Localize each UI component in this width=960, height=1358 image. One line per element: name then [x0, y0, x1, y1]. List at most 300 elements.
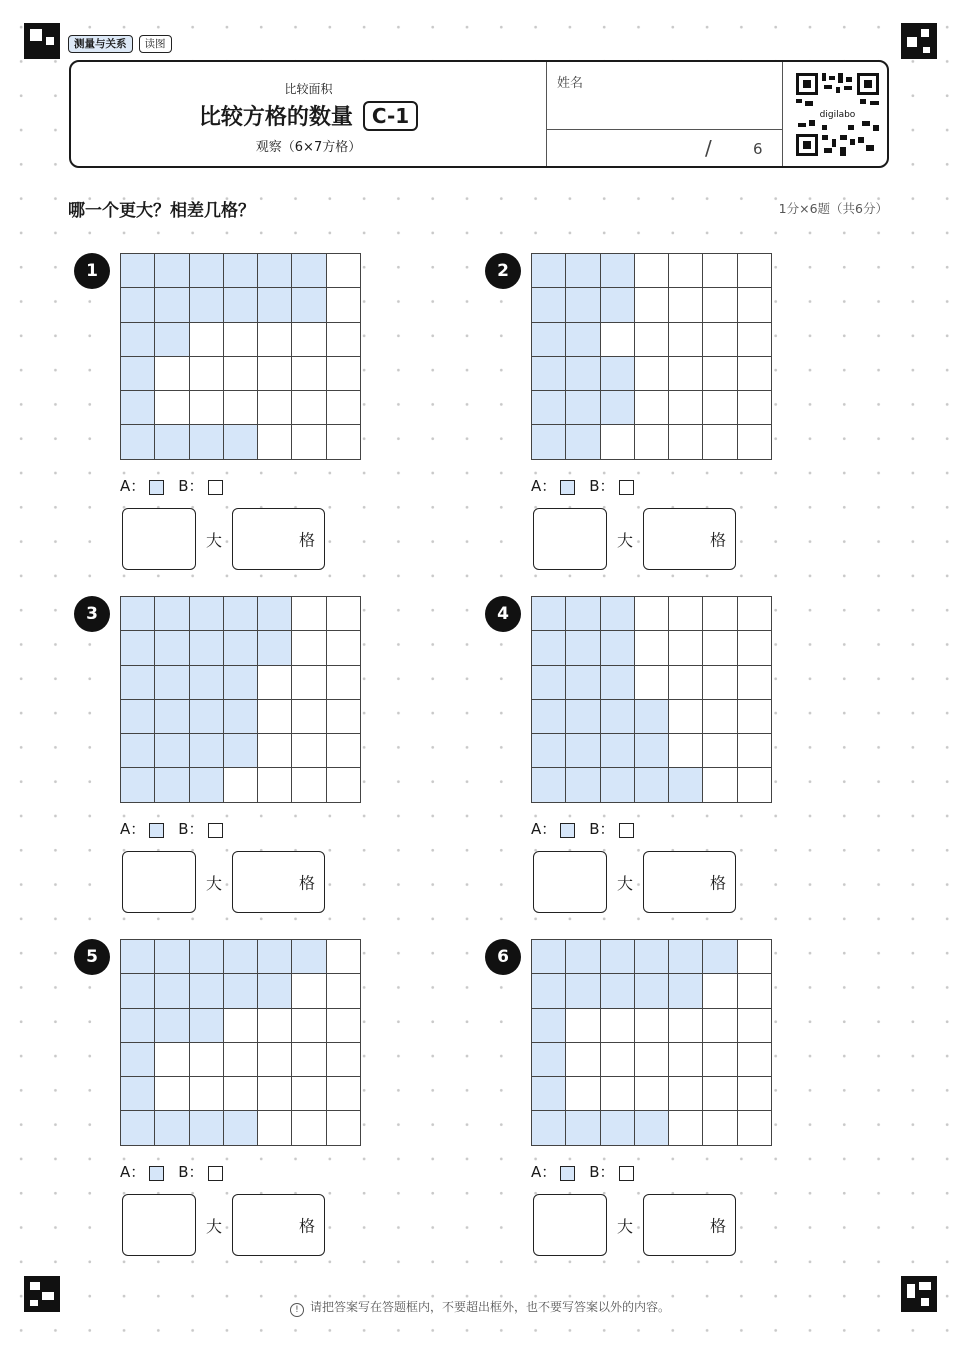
legend-b-label: B：: [178, 1163, 204, 1181]
corner-marker-top-right: [901, 23, 937, 59]
grid-cell-shaded: [532, 357, 566, 391]
grid-cell-shaded: [224, 734, 258, 768]
grid-cell-shaded: [601, 734, 635, 768]
grid-cell-shaded: [155, 288, 189, 322]
answer-box-difference[interactable]: [643, 851, 736, 913]
grid-cell: [738, 768, 772, 802]
legend-a-label: A：: [531, 1163, 557, 1181]
legend-b-swatch: [208, 1166, 223, 1181]
grid-cell: [635, 323, 669, 357]
legend: [531, 475, 648, 496]
grid-cell-shaded: [703, 940, 737, 974]
legend: [531, 1161, 648, 1182]
grid-cell: [635, 1009, 669, 1043]
legend-b-label: B：: [589, 820, 615, 838]
grid-cell: [327, 323, 361, 357]
grid-cell-shaded: [155, 1009, 189, 1043]
grid-cell-shaded: [190, 631, 224, 665]
legend-a-label: A：: [531, 820, 557, 838]
grid-cell-shaded: [635, 1111, 669, 1145]
grid-cell-shaded: [190, 940, 224, 974]
grid-cell-shaded: [224, 288, 258, 322]
bigger-label: 大: [205, 530, 222, 550]
grid-cell: [155, 391, 189, 425]
grid-cell-shaded: [669, 940, 703, 974]
legend-b-label: B：: [178, 820, 204, 838]
grid-cell: [703, 631, 737, 665]
grid-cell: [258, 768, 292, 802]
legend-b-swatch: [208, 823, 223, 838]
grid-cell-shaded: [224, 974, 258, 1008]
grid-cell-shaded: [669, 768, 703, 802]
grid-cell-shaded: [601, 597, 635, 631]
grid-cell: [190, 1077, 224, 1111]
grid-cell: [703, 768, 737, 802]
grid-cell: [258, 1077, 292, 1111]
grid-cell: [327, 357, 361, 391]
bigger-label: 大: [205, 1216, 222, 1236]
grid-cell: [190, 1043, 224, 1077]
grid-cell: [738, 1077, 772, 1111]
grid-cell-shaded: [258, 940, 292, 974]
grid-cell: [258, 734, 292, 768]
grid-cell: [635, 357, 669, 391]
grid-cell: [635, 391, 669, 425]
grid-cell: [327, 631, 361, 665]
grid-cell: [327, 734, 361, 768]
grid-cell-shaded: [224, 254, 258, 288]
grid-cell: [155, 1043, 189, 1077]
grid-cell-shaded: [155, 323, 189, 357]
legend-b-label: B：: [178, 477, 204, 495]
answer-box-bigger[interactable]: [533, 851, 607, 913]
grid-cell-shaded: [601, 1111, 635, 1145]
tag-category: 测量与关系: [68, 35, 133, 53]
grid-cell: [738, 323, 772, 357]
grid-cell-shaded: [292, 254, 326, 288]
grid-cell-shaded: [532, 631, 566, 665]
grid-cell-shaded: [224, 700, 258, 734]
grid-cell: [292, 1009, 326, 1043]
grid-cell-shaded: [601, 288, 635, 322]
grid-cell-shaded: [635, 734, 669, 768]
grid-cell: [703, 666, 737, 700]
grid-cell-shaded: [532, 1009, 566, 1043]
unit-label: 格: [709, 873, 726, 893]
grid-cell-shaded: [155, 425, 189, 459]
grid-cell: [669, 1043, 703, 1077]
grid-cell: [703, 391, 737, 425]
unit-label: 格: [709, 530, 726, 550]
grid-cell: [566, 1077, 600, 1111]
grid-cell: [292, 768, 326, 802]
grid-cell-shaded: [155, 1111, 189, 1145]
grid-cell-shaded: [532, 700, 566, 734]
square-grid: [120, 253, 361, 460]
grid-cell: [258, 357, 292, 391]
grid-cell-shaded: [190, 1111, 224, 1145]
answer-box-difference[interactable]: [643, 1194, 736, 1256]
grid-cell-shaded: [121, 1009, 155, 1043]
grid-cell-shaded: [155, 597, 189, 631]
unit-label: 格: [298, 873, 315, 893]
grid-cell: [703, 425, 737, 459]
legend-a-swatch: [149, 1166, 164, 1181]
grid-cell: [292, 1111, 326, 1145]
problem-6: [485, 939, 795, 1269]
grid-cell-shaded: [532, 768, 566, 802]
qr-block: [782, 62, 887, 166]
square-grid: [531, 253, 772, 460]
grid-cell: [190, 391, 224, 425]
grid-cell-shaded: [121, 1043, 155, 1077]
grid-cell: [224, 768, 258, 802]
grid-cell: [635, 1077, 669, 1111]
grid-cell: [669, 597, 703, 631]
answer-box-bigger[interactable]: [122, 1194, 196, 1256]
title-block: [71, 62, 546, 166]
problem-number: 3: [74, 596, 110, 632]
grid-cell-shaded: [566, 323, 600, 357]
square-grid: [531, 596, 772, 803]
legend-a-swatch: [149, 823, 164, 838]
square-grid: [531, 939, 772, 1146]
grid-cell: [669, 1111, 703, 1145]
grid-cell-shaded: [121, 940, 155, 974]
grid-cell-shaded: [566, 768, 600, 802]
grid-cell: [669, 288, 703, 322]
legend-a-swatch: [560, 823, 575, 838]
bigger-label: 大: [616, 530, 633, 550]
grid-cell: [703, 323, 737, 357]
grid-cell: [190, 323, 224, 357]
grid-cell: [669, 323, 703, 357]
grid-cell: [155, 1077, 189, 1111]
grid-cell-shaded: [190, 666, 224, 700]
grid-cell-shaded: [566, 1111, 600, 1145]
grid-cell-shaded: [532, 974, 566, 1008]
grid-cell: [738, 940, 772, 974]
legend-b-label: B：: [589, 1163, 615, 1181]
answer-row: [122, 851, 325, 913]
grid-cell-shaded: [532, 734, 566, 768]
grid-cell-shaded: [121, 597, 155, 631]
grid-cell: [601, 1043, 635, 1077]
grid-cell: [327, 666, 361, 700]
grid-cell-shaded: [566, 597, 600, 631]
page-title: 比较方格的数量: [198, 105, 353, 130]
grid-cell: [669, 700, 703, 734]
grid-cell: [258, 425, 292, 459]
grid-cell-shaded: [635, 700, 669, 734]
grid-cell: [703, 357, 737, 391]
grid-cell: [327, 768, 361, 802]
grid-cell-shaded: [155, 974, 189, 1008]
grid-cell: [327, 1077, 361, 1111]
grid-cell: [703, 1009, 737, 1043]
grid-cell-shaded: [121, 323, 155, 357]
grid-cell: [258, 1111, 292, 1145]
title-note: 观察（6×7方格）: [255, 140, 362, 155]
answer-row: [122, 508, 325, 570]
grid-cell: [635, 1043, 669, 1077]
answer-row: [122, 1194, 325, 1256]
grid-cell: [703, 1043, 737, 1077]
answer-box-difference[interactable]: [643, 508, 736, 570]
grid-cell: [258, 1043, 292, 1077]
grid-cell-shaded: [121, 974, 155, 1008]
grid-cell-shaded: [121, 357, 155, 391]
grid-cell-shaded: [532, 425, 566, 459]
grid-cell: [669, 666, 703, 700]
grid-cell: [292, 1043, 326, 1077]
legend-b-label: B：: [589, 477, 615, 495]
grid-cell: [292, 391, 326, 425]
grid-cell: [601, 1009, 635, 1043]
legend-a-label: A：: [531, 477, 557, 495]
answer-row: [533, 1194, 736, 1256]
bigger-label: 大: [616, 873, 633, 893]
grid-cell-shaded: [635, 974, 669, 1008]
square-grid: [120, 596, 361, 803]
problem-number: 4: [485, 596, 521, 632]
answer-row: [533, 851, 736, 913]
grid-cell: [292, 323, 326, 357]
grid-cell: [635, 597, 669, 631]
footer-notice: [0, 1298, 960, 1317]
grid-cell-shaded: [601, 357, 635, 391]
grid-cell: [258, 323, 292, 357]
instruction: 哪一个更大？相差几格？: [68, 201, 255, 221]
problem-number: 2: [485, 253, 521, 289]
unit-label: 格: [298, 1216, 315, 1236]
grid-cell-shaded: [566, 357, 600, 391]
grid-cell: [703, 974, 737, 1008]
grid-cell-shaded: [121, 1077, 155, 1111]
problem-1: [74, 253, 384, 583]
grid-cell: [738, 391, 772, 425]
qr-code-icon: [796, 73, 879, 156]
grid-cell-shaded: [566, 631, 600, 665]
bigger-label: 大: [205, 873, 222, 893]
grid-cell: [190, 357, 224, 391]
grid-cell: [224, 1077, 258, 1111]
grid-cell: [258, 391, 292, 425]
problem-3: [74, 596, 384, 926]
grid-cell-shaded: [190, 254, 224, 288]
worksheet-code: C-1: [363, 101, 418, 131]
grid-cell: [601, 323, 635, 357]
grid-cell: [224, 1043, 258, 1077]
grid-cell-shaded: [601, 974, 635, 1008]
grid-cell: [155, 357, 189, 391]
grid-cell: [224, 1009, 258, 1043]
grid-cell: [224, 323, 258, 357]
grid-cell-shaded: [566, 425, 600, 459]
grid-cell-shaded: [121, 288, 155, 322]
grid-cell-shaded: [224, 1111, 258, 1145]
grid-cell: [566, 1009, 600, 1043]
grid-cell: [669, 357, 703, 391]
grid-cell: [327, 597, 361, 631]
grid-cell: [738, 734, 772, 768]
grid-cell-shaded: [121, 391, 155, 425]
grid-cell-shaded: [635, 768, 669, 802]
grid-cell-shaded: [601, 700, 635, 734]
grid-cell: [738, 357, 772, 391]
grid-cell: [327, 288, 361, 322]
answer-row: [533, 508, 736, 570]
legend-b-swatch: [619, 823, 634, 838]
grid-cell-shaded: [566, 734, 600, 768]
grid-cell: [601, 425, 635, 459]
grid-cell-shaded: [566, 700, 600, 734]
problem-number: 6: [485, 939, 521, 975]
legend: [120, 475, 237, 496]
grid-cell-shaded: [121, 631, 155, 665]
grid-cell-shaded: [190, 1009, 224, 1043]
grid-cell-shaded: [224, 666, 258, 700]
answer-box-bigger[interactable]: [122, 851, 196, 913]
grid-cell-shaded: [121, 1111, 155, 1145]
grid-cell: [327, 254, 361, 288]
score-slash: /: [705, 136, 712, 160]
unit-label: 格: [709, 1216, 726, 1236]
info-icon: !: [290, 1303, 304, 1317]
answer-box-difference[interactable]: [232, 851, 325, 913]
grid-cell: [635, 425, 669, 459]
grid-cell: [292, 700, 326, 734]
legend-a-swatch: [149, 480, 164, 495]
grid-cell: [738, 974, 772, 1008]
grid-cell: [738, 288, 772, 322]
score-note: 1分×6题（共6分）: [778, 201, 888, 216]
grid-cell-shaded: [155, 254, 189, 288]
grid-cell-shaded: [532, 940, 566, 974]
grid-cell: [635, 254, 669, 288]
grid-cell: [327, 1111, 361, 1145]
legend-b-swatch: [208, 480, 223, 495]
grid-cell-shaded: [190, 425, 224, 459]
grid-cell: [292, 631, 326, 665]
answer-box-difference[interactable]: [232, 508, 325, 570]
grid-cell: [635, 288, 669, 322]
grid-cell: [703, 1111, 737, 1145]
problem-2: [485, 253, 795, 583]
answer-box-bigger[interactable]: [122, 508, 196, 570]
grid-cell: [738, 254, 772, 288]
grid-cell-shaded: [292, 940, 326, 974]
grid-cell: [738, 425, 772, 459]
grid-cell: [738, 1111, 772, 1145]
grid-cell: [224, 391, 258, 425]
grid-cell: [703, 254, 737, 288]
grid-cell-shaded: [566, 254, 600, 288]
grid-cell-shaded: [155, 940, 189, 974]
name-divider: [547, 129, 783, 130]
grid-cell: [669, 391, 703, 425]
answer-box-difference[interactable]: [232, 1194, 325, 1256]
grid-cell: [258, 1009, 292, 1043]
legend-a-swatch: [560, 1166, 575, 1181]
grid-cell-shaded: [190, 734, 224, 768]
grid-cell-shaded: [669, 974, 703, 1008]
answer-box-bigger[interactable]: [533, 1194, 607, 1256]
grid-cell: [224, 357, 258, 391]
grid-cell: [669, 631, 703, 665]
grid-cell-shaded: [121, 734, 155, 768]
legend-a-swatch: [560, 480, 575, 495]
grid-cell-shaded: [532, 666, 566, 700]
tag-subcategory: 读图: [139, 35, 172, 53]
legend: [120, 818, 237, 839]
grid-cell-shaded: [601, 254, 635, 288]
qr-text: digilabo: [819, 110, 856, 120]
grid-cell-shaded: [532, 323, 566, 357]
grid-cell-shaded: [224, 597, 258, 631]
worksheet-header: [69, 60, 889, 168]
grid-cell: [327, 974, 361, 1008]
legend: [531, 818, 648, 839]
grid-cell: [669, 1009, 703, 1043]
grid-cell: [703, 597, 737, 631]
grid-cell: [601, 1077, 635, 1111]
grid-cell: [292, 734, 326, 768]
name-score-block: [546, 62, 783, 166]
grid-cell-shaded: [155, 768, 189, 802]
score-total: 6: [753, 140, 763, 158]
grid-cell-shaded: [566, 940, 600, 974]
grid-cell-shaded: [635, 940, 669, 974]
grid-cell-shaded: [292, 288, 326, 322]
grid-cell: [292, 597, 326, 631]
square-grid: [120, 939, 361, 1146]
category-tags: [68, 35, 172, 53]
grid-cell-shaded: [121, 666, 155, 700]
grid-cell: [327, 1043, 361, 1077]
grid-cell-shaded: [190, 768, 224, 802]
grid-cell-shaded: [601, 631, 635, 665]
grid-cell-shaded: [258, 288, 292, 322]
grid-cell-shaded: [532, 597, 566, 631]
grid-cell: [738, 597, 772, 631]
grid-cell-shaded: [155, 700, 189, 734]
grid-cell-shaded: [532, 391, 566, 425]
grid-cell: [703, 700, 737, 734]
grid-cell-shaded: [224, 631, 258, 665]
grid-cell: [327, 1009, 361, 1043]
legend: [120, 1161, 237, 1182]
grid-cell-shaded: [601, 391, 635, 425]
grid-cell-shaded: [190, 700, 224, 734]
grid-cell-shaded: [532, 254, 566, 288]
grid-cell: [669, 254, 703, 288]
grid-cell: [258, 666, 292, 700]
grid-cell-shaded: [532, 1043, 566, 1077]
grid-cell: [738, 700, 772, 734]
grid-cell-shaded: [121, 425, 155, 459]
grid-cell: [738, 631, 772, 665]
grid-cell-shaded: [601, 940, 635, 974]
grid-cell-shaded: [258, 597, 292, 631]
legend-a-label: A：: [120, 1163, 146, 1181]
grid-cell-shaded: [566, 391, 600, 425]
legend-a-label: A：: [120, 477, 146, 495]
grid-cell: [566, 1043, 600, 1077]
bigger-label: 大: [616, 1216, 633, 1236]
answer-box-bigger[interactable]: [533, 508, 607, 570]
grid-cell-shaded: [566, 288, 600, 322]
